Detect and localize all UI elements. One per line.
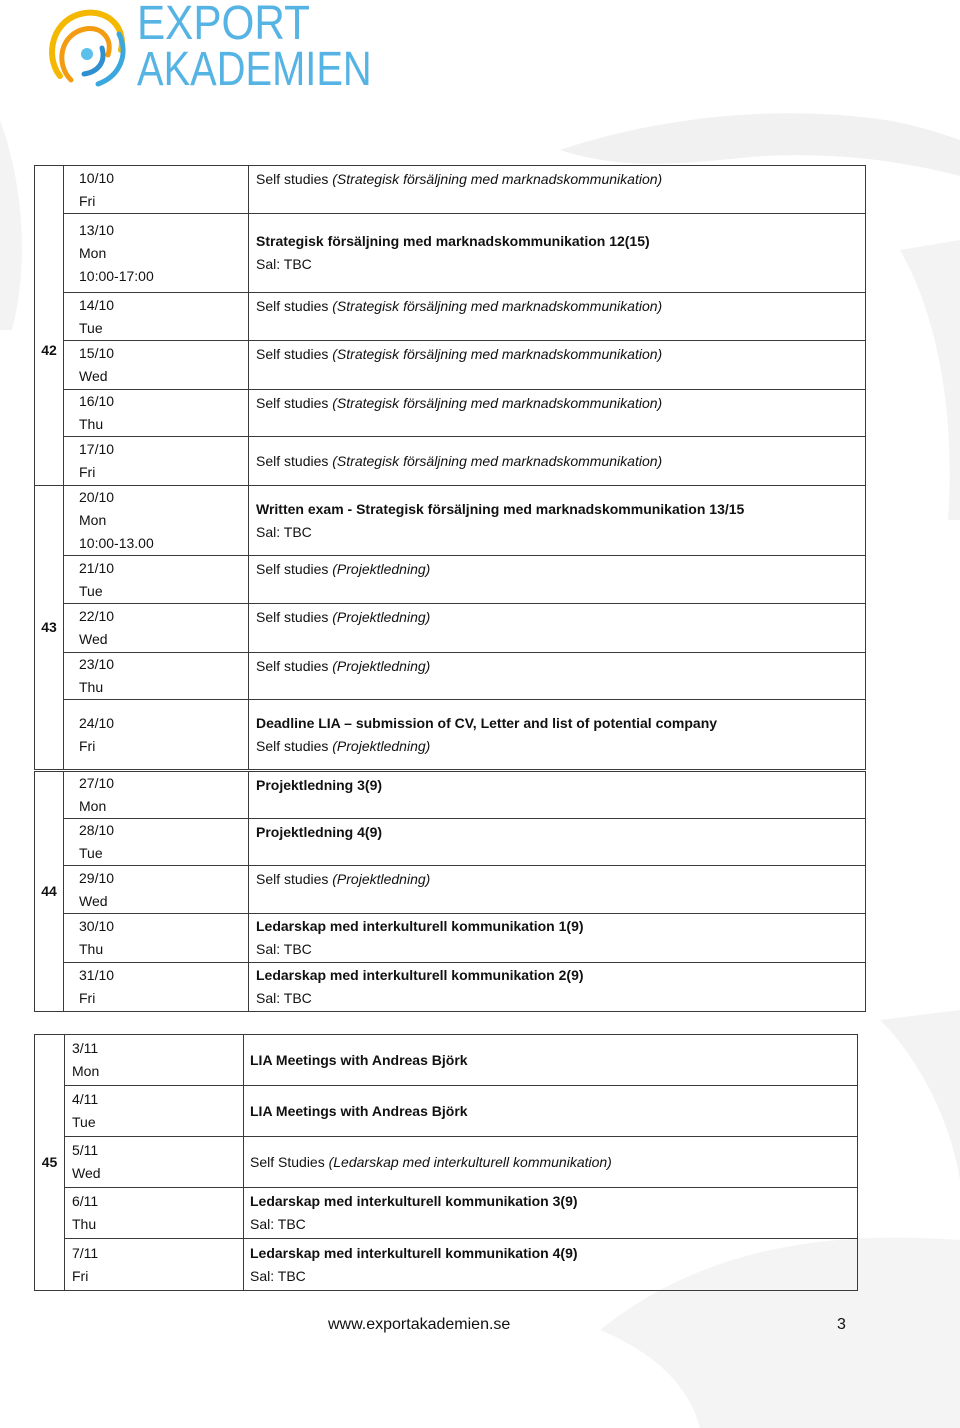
schedule-row [35, 700, 866, 771]
self-study-label: Self studies [256, 395, 329, 411]
date-cell [65, 1086, 244, 1137]
activity-title: Ledarskap med interkulturell kommunikation 1(9) [256, 918, 584, 934]
swirl-dot [81, 48, 93, 60]
activity-cell [249, 771, 866, 819]
activity-cell [249, 214, 866, 293]
watermark-shape [880, 1010, 960, 1180]
self-study-label: Self studies [256, 609, 329, 625]
date: 30/10 [79, 918, 115, 934]
room-info: Sal: TBC [256, 256, 312, 272]
schedule-row [35, 390, 866, 437]
logo [0, 0, 400, 100]
date: 15/10 [79, 345, 115, 361]
weekday: Fri [79, 464, 96, 480]
room-info: Sal: TBC [256, 523, 312, 540]
activity-cell [249, 700, 866, 771]
self-study-label: Self studies [256, 452, 329, 469]
room-info: Sal: TBC [250, 1216, 306, 1232]
date: 23/10 [79, 656, 115, 672]
date-cell [64, 556, 249, 604]
weekday: Tue [79, 582, 103, 599]
date-cell [65, 1188, 244, 1239]
date-cell [64, 819, 249, 866]
schedule-row [35, 1188, 858, 1239]
weekday: Wed [79, 892, 108, 909]
schedule-row [35, 1137, 858, 1188]
schedule-row [35, 963, 866, 1012]
self-study-label: Self studies [256, 171, 329, 187]
self-study-course: (Strategisk försäljning med marknadskommunikation) [332, 346, 663, 362]
date-cell [64, 771, 249, 819]
schedule-row [35, 1086, 858, 1137]
date-cell [64, 341, 249, 390]
date: 21/10 [79, 559, 115, 576]
self-study-line [256, 392, 865, 415]
date-cell [64, 214, 249, 293]
date: 7/11 [72, 1244, 99, 1261]
weekday: Wed [72, 1165, 101, 1181]
self-study-line [256, 450, 865, 473]
activity-title: Ledarskap med interkulturell kommunikation 4(9) [250, 1244, 578, 1261]
room-info: Sal: TBC [256, 990, 312, 1006]
activity-cell [249, 166, 866, 214]
activity-title: Deadline LIA – submission of CV, Letter and list of potential company [256, 714, 718, 731]
schedule-row [35, 437, 866, 486]
schedule-row [35, 866, 866, 914]
date: 24/10 [79, 714, 115, 731]
activity-title: Ledarskap med interkulturell kommunikation 2(9) [256, 967, 584, 983]
weekday: Wed [79, 368, 108, 384]
self-study-label: Self studies [256, 298, 329, 314]
weekday: Fri [79, 990, 96, 1006]
self-study-course: (Ledarskap med interkulturell kommunikation) [328, 1153, 612, 1170]
activity-title: Projektledning 4(9) [256, 824, 383, 840]
activity-title: LIA Meetings with Andreas Björk [250, 1102, 468, 1119]
weekday: Mon [72, 1063, 100, 1079]
weekday: Fri [72, 1267, 89, 1284]
time-range: 10:00-13.00 [79, 535, 154, 551]
date-cell [64, 486, 249, 556]
date-cell [64, 700, 249, 771]
date: 3/11 [72, 1040, 99, 1056]
activity-cell [244, 1035, 858, 1086]
date-cell [64, 653, 249, 700]
self-study-label: Self studies [256, 561, 329, 577]
date-cell [64, 437, 249, 486]
weekday: Mon [79, 244, 107, 261]
self-study-line [256, 558, 865, 581]
date: 17/10 [79, 441, 115, 457]
weekday: Thu [79, 679, 104, 695]
schedule-row [35, 556, 866, 604]
self-study-course: (Projektledning) [332, 658, 431, 674]
schedule-row [35, 341, 866, 390]
room-info: Sal: TBC [256, 941, 312, 957]
activity-cell [244, 1239, 858, 1291]
date: 13/10 [79, 221, 115, 238]
logo-text-export: EXPORT [137, 0, 310, 50]
activity-cell [249, 341, 866, 390]
self-study-course: (Strategisk försäljning med marknadskommunikation) [332, 452, 663, 469]
self-study-line [256, 606, 865, 629]
date-cell [65, 1035, 244, 1086]
schedule-row [35, 1035, 858, 1086]
weekday: Thu [72, 1216, 97, 1232]
date: 4/11 [72, 1091, 99, 1107]
schedule-body [35, 166, 866, 1012]
self-study-label: Self studies [256, 658, 329, 674]
self-study-line [250, 1151, 857, 1174]
activity-cell [244, 1137, 858, 1188]
logo-text-akademien: AKADEMIEN [137, 43, 372, 96]
weekday: Mon [79, 798, 107, 814]
self-study-course: (Strategisk försäljning med marknadskommunikation) [332, 298, 663, 314]
date: 16/10 [79, 393, 115, 409]
activity-cell [249, 866, 866, 914]
self-study-line [256, 343, 865, 366]
self-study-label: Self studies [256, 871, 329, 887]
date: 31/10 [79, 967, 115, 983]
weekday: Thu [79, 416, 104, 432]
activity-cell [249, 963, 866, 1012]
activity-cell [249, 556, 866, 604]
date: 10/10 [79, 169, 115, 186]
activity-cell [249, 437, 866, 486]
weekday: Fri [79, 737, 96, 754]
date: 14/10 [79, 296, 115, 313]
schedule-table-2 [34, 1034, 858, 1291]
schedule-row [35, 819, 866, 866]
activity-cell [249, 604, 866, 653]
room-info: Sal: TBC [250, 1267, 306, 1284]
self-study-label: Self studies [256, 737, 329, 754]
weekday: Mon [79, 512, 107, 528]
date: 6/11 [72, 1193, 99, 1209]
activity-cell [249, 914, 866, 963]
schedule-row [35, 604, 866, 653]
week-number: 44 [35, 771, 64, 1012]
activity-cell [244, 1188, 858, 1239]
date-cell [64, 604, 249, 653]
activity-cell [249, 293, 866, 341]
weekday: Tue [72, 1114, 96, 1130]
schedule-grid [34, 1034, 858, 1291]
activity-title: Strategisk försäljning med marknadskommunikation 12(15) [256, 233, 650, 249]
activity-cell [249, 390, 866, 437]
activity-cell [249, 653, 866, 700]
self-study-course: (Strategisk försäljning med marknadskommunikation) [332, 171, 663, 187]
activity-title: Ledarskap med interkulturell kommunikation 3(9) [250, 1193, 578, 1209]
time-range: 10:00-17:00 [79, 267, 154, 284]
date: 29/10 [79, 869, 115, 886]
weekday: Wed [79, 631, 108, 647]
schedule-row [35, 914, 866, 963]
date: 22/10 [79, 608, 115, 624]
schedule-row [35, 166, 866, 214]
date: 20/10 [79, 489, 115, 505]
self-study-course: (Strategisk försäljning med marknadskommunikation) [332, 395, 663, 411]
self-study-label: Self studies [256, 346, 329, 362]
schedule-grid [34, 165, 866, 1012]
self-study-line [256, 295, 865, 318]
date-cell [64, 166, 249, 214]
self-study-line [256, 655, 865, 678]
date-cell [65, 1137, 244, 1188]
self-study-label: Self Studies [250, 1153, 325, 1170]
schedule-row [35, 771, 866, 819]
watermark-shape [0, 120, 22, 330]
schedule-row [35, 486, 866, 556]
self-study-course: (Projektledning) [332, 871, 431, 887]
weekday: Fri [79, 192, 96, 209]
week-number: 43 [35, 486, 64, 771]
schedule-row [35, 653, 866, 700]
self-study-course: (Projektledning) [332, 737, 431, 754]
schedule-body [35, 1035, 858, 1291]
logo-swirl-icon [40, 4, 130, 90]
date: 5/11 [72, 1142, 99, 1158]
activity-title: LIA Meetings with Andreas Björk [250, 1051, 468, 1068]
activity-title: Projektledning 3(9) [256, 777, 383, 793]
activity-cell [249, 486, 866, 556]
schedule-row [35, 293, 866, 341]
date-cell [64, 963, 249, 1012]
date-cell [64, 866, 249, 914]
self-study-line [256, 168, 865, 191]
date-cell [64, 390, 249, 437]
schedule-row [35, 1239, 858, 1291]
page-number: 3 [837, 1316, 846, 1333]
week-number: 45 [35, 1035, 65, 1291]
date-cell [64, 914, 249, 963]
self-study-course: (Projektledning) [332, 561, 431, 577]
weekday: Thu [79, 941, 104, 957]
activity-title: Written exam - Strategisk försäljning med marknadskommunikation 13/15 [256, 500, 745, 517]
schedule-row [35, 214, 866, 293]
date-cell [65, 1239, 244, 1291]
self-study-line [256, 735, 865, 758]
activity-cell [249, 819, 866, 866]
weekday: Tue [79, 845, 103, 861]
date-cell [64, 293, 249, 341]
activity-cell [244, 1086, 858, 1137]
self-study-line [256, 868, 865, 891]
weekday: Tue [79, 319, 103, 336]
footer-website: www.exportakademien.se [328, 1316, 511, 1333]
date: 28/10 [79, 822, 115, 838]
date: 27/10 [79, 775, 115, 791]
self-study-course: (Projektledning) [332, 609, 431, 625]
week-number: 42 [35, 166, 64, 486]
schedule-table-1 [34, 165, 866, 1012]
watermark-shape [900, 240, 960, 520]
